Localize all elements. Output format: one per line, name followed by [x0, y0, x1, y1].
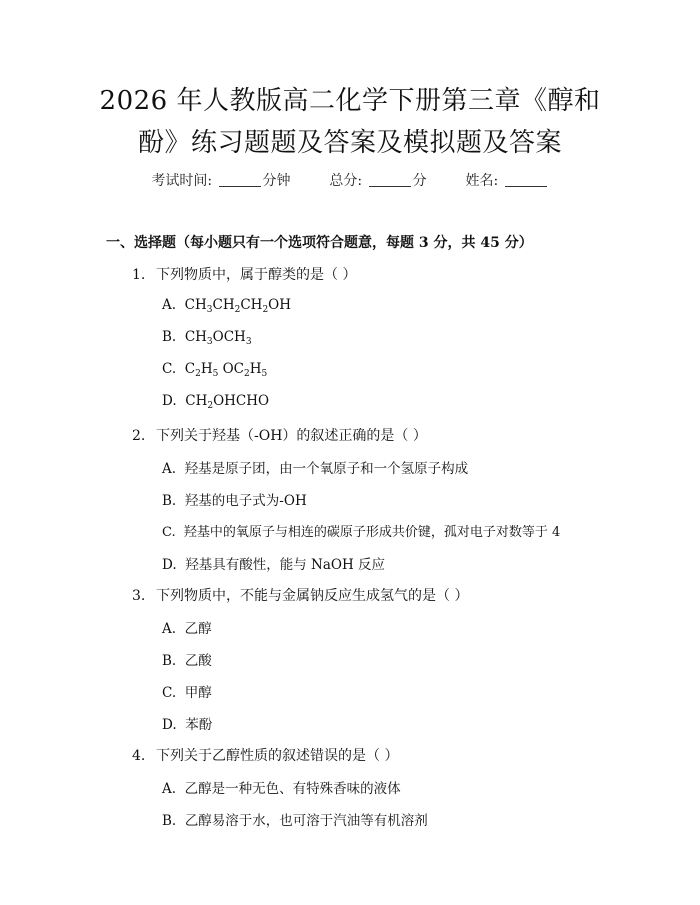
question-text: 下列物质中，不能与金属钠反应生成氢气的是（ ） — [156, 588, 469, 604]
document-title — [40, 80, 660, 164]
question-number: 3. — [132, 588, 146, 604]
q3-option-a: A. 乙醇 — [162, 621, 212, 637]
q1-option-a: A. $CH_3CH_2CH_2OH$ — [162, 297, 292, 315]
formula: $CH_3CH_2CH_2OH$ — [184, 297, 292, 315]
time-unit: 分钟 — [262, 173, 291, 189]
name-label: 姓名: — [465, 173, 499, 189]
question-1 — [132, 264, 356, 284]
score-unit: 分 — [412, 173, 427, 189]
q1-option-d: D. $CH_2OHCHO$ — [162, 393, 270, 411]
q1-option-b: B. $CH_3OCH_3$ — [162, 329, 252, 347]
question-2 — [132, 425, 427, 445]
q3-option-b: B. 乙酸 — [162, 653, 212, 669]
section-heading: 一、选择题（每小题只有一个选项符合题意，每题 3 分，共 45 分） — [106, 235, 533, 251]
title-line-2: 酚》练习题题及答案及模拟题及答案 — [137, 128, 562, 158]
q3-option-c: C. 甲醇 — [162, 685, 212, 701]
time-label: 考试时间: — [151, 173, 213, 189]
q4-option-b: B. 乙醇易溶于水，也可溶于汽油等有机溶剂 — [162, 813, 428, 829]
q1-option-c: C. $C_2H_5$ $OC_2H_5$ — [162, 361, 268, 379]
formula: $CH_3OCH_3$ — [184, 329, 252, 347]
q2-option-b: B. 羟基的电子式为-OH — [162, 493, 307, 509]
question-text: 下列物质中，属于醇类的是（ ） — [156, 267, 357, 283]
exam-info — [0, 170, 700, 190]
q4-option-a: A. 乙醇是一种无色、有特殊香味的液体 — [162, 781, 401, 797]
score-blank — [369, 172, 411, 187]
question-text: 下列关于乙醇性质的叙述错误的是（ ） — [156, 748, 399, 764]
question-number: 4. — [132, 748, 146, 764]
formula: $CH_2OHCHO$ — [185, 393, 270, 411]
question-4 — [132, 745, 398, 765]
question-3 — [132, 585, 468, 605]
title-line-1: 2026 年人教版高二化学下册第三章《醇和 — [99, 86, 601, 116]
name-blank — [505, 172, 547, 187]
score-label: 总分: — [329, 173, 363, 189]
time-blank — [219, 172, 261, 187]
formula: $C_2H_5$ $OC_2H_5$ — [184, 361, 268, 379]
q2-option-c: C. 羟基中的氧原子与相连的碳原子形成共价键，孤对电子对数等于 4 — [162, 525, 561, 540]
q3-option-d: D. 苯酚 — [162, 717, 213, 733]
question-number: 2. — [132, 428, 146, 444]
question-number: 1. — [132, 267, 146, 283]
q2-option-a: A. 羟基是原子团，由一个氧原子和一个氢原子构成 — [162, 461, 469, 477]
question-text: 下列关于羟基（-OH）的叙述正确的是（ ） — [156, 428, 427, 444]
q2-option-d: D. 羟基具有酸性，能与 NaOH 反应 — [162, 557, 386, 573]
